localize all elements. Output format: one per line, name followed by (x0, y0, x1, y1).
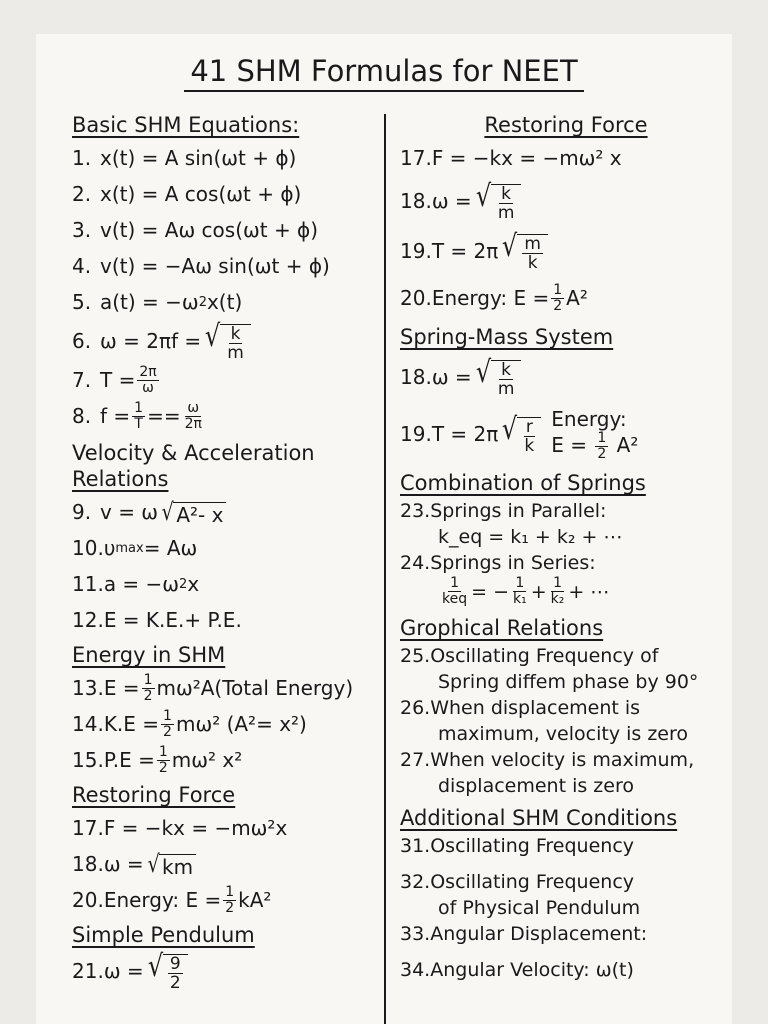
square-root: √ $\frac{k}{m}$ (474, 356, 522, 398)
section-heading-combination-springs: Combination of Springs (400, 471, 646, 495)
formula-13: 13. E = $\frac{1}{2}$ mω²A(Total Energy) (72, 671, 354, 704)
square-root: √ A²- x (160, 498, 226, 527)
energy-note: Energy: E = $\frac{1}{2}$ A² (551, 406, 639, 462)
fraction: $\frac{1}{2}$ (143, 671, 153, 704)
fraction: $\frac{1}{\text{keq}}$ (442, 575, 468, 607)
formula-26: 26.When displacement is maximum, velocity is zero (400, 697, 689, 745)
formula-20-left: 20. Energy: E = $\frac{1}{2}$ kA² (72, 883, 272, 916)
page-title: 41 SHM Formulas for NEET (36, 54, 732, 88)
fraction: $\frac{1}{2}$ (158, 743, 168, 776)
formula-34: 34.Angular Velocity: ω(t) (400, 959, 634, 981)
formula-6: 6. ω = 2πf = √ $\frac{k}{m}$ (72, 320, 372, 362)
formula-20-right: 20. Energy: E = $\frac{1}{2}$ A² (400, 281, 588, 314)
section-heading-spring-mass: Spring-Mass System (400, 325, 614, 349)
formula-19-spring: 19. T = 2π √ $\frac{r}{k}$ Energy: E = $\frac{1}{2}$ A² (400, 406, 639, 462)
square-root: √ $\frac{k}{m}$ (203, 320, 251, 362)
fraction: $\frac{1}{\text{k₁}}$ (513, 575, 527, 607)
fraction: $\frac{1}{T}$ (134, 399, 144, 432)
column-divider (384, 114, 386, 1024)
formula-18-right: 18. ω = √ $\frac{k}{m}$ (400, 176, 722, 226)
right-column (400, 108, 722, 993)
square-root: √ $\frac{k}{m}$ (474, 180, 522, 222)
section-heading-restoring-force-right: Restoring Force (484, 113, 648, 137)
formula-1: 1. x(t) = A sin(ωt + ϕ) (72, 146, 297, 170)
formula-4: 4. v(t) = −Aω sin(ωt + ϕ) (72, 254, 330, 278)
fraction: $\frac{1}{2}$ (553, 281, 563, 314)
section-heading-velocity-acceleration: Velocity & Acceleration Relations (72, 441, 315, 491)
formula-9: 9. v = ω √ A²- x (72, 494, 372, 530)
section-heading-graphical-relations: Grophical Relations (400, 616, 604, 640)
fraction: $\frac{1}{\text{k₂}}$ (550, 575, 565, 607)
section-heading-additional-shm: Additional SHM Conditions (400, 806, 678, 830)
formula-7: 7. T = $\frac{2\pi}{\omega}$ (72, 363, 157, 396)
fraction: $\frac{\omega}{2\pi}$ (184, 399, 202, 432)
formula-17-right: 17. F = −kx = −mω² x (400, 146, 622, 170)
formula-27: 27.When velocity is maximum, displacement is zero (400, 749, 695, 797)
section-heading-simple-pendulum: Simple Pendulum (72, 923, 255, 947)
formula-12: 12. E = K.E.+ P.E. (72, 608, 242, 632)
square-root: √ $\frac{9}{2}$ (146, 950, 188, 992)
formula-21: 21. ω = √ $\frac{9}{2}$ (72, 950, 372, 992)
fraction: $\frac{1}{2}$ (597, 429, 607, 462)
formula-24: 24.Springs in Series: $\frac{1}{\text{keq}}$ = − $\frac{1}{\text{k₁}}$ + $\frac{1}{\text{k₂}}$ + ⋯ (400, 552, 610, 607)
formula-33: 33.Angular Displacement: (400, 923, 648, 945)
formula-10: 10. υ max = Aω (72, 536, 198, 560)
formula-14: 14. K.E = $\frac{1}{2}$ mω² (A²= x²) (72, 707, 307, 740)
section-heading-energy: Energy in SHM (72, 643, 226, 667)
fraction: $\frac{2\pi}{\omega}$ (139, 363, 157, 396)
formula-2: 2. x(t) = A cos(ωt + ϕ) (72, 182, 302, 206)
formula-3: 3. v(t) = Aω cos(ωt + ϕ) (72, 218, 319, 242)
section-heading-restoring-force-left: Restoring Force (72, 783, 236, 807)
formula-19-right: 19. T = 2π √ $\frac{m}{k}$ (400, 226, 722, 276)
formula-17-left: 17. F = −kx = −mω²x (72, 816, 288, 840)
formula-23: 23.Springs in Parallel: k_eq = k₁ + k₂ + ⋯ (400, 500, 623, 548)
square-root: √ $\frac{r}{k}$ (500, 413, 541, 455)
fraction: $\frac{1}{2}$ (163, 707, 172, 740)
formula-11: 11. a = −ω 2 x (72, 572, 200, 596)
formula-18-left: 18. ω = √ km (72, 846, 372, 882)
formula-sheet (36, 34, 732, 1024)
section-heading-basic-shm: Basic SHM Equations: (72, 113, 300, 137)
fraction: $\frac{1}{2}$ (225, 883, 235, 916)
formula-5: 5. a(t) = −ω 2 x(t) (72, 290, 243, 314)
square-root: √ km (146, 850, 196, 879)
formula-8: 8. f = $\frac{1}{T}$ == $\frac{\omega}{2\pi}$ (72, 399, 202, 432)
left-column (72, 108, 372, 992)
square-root: √ $\frac{m}{k}$ (500, 230, 548, 272)
formula-15: 15. P.E = $\frac{1}{2}$ mω² x² (72, 743, 243, 776)
formula-25: 25.Oscillating Frequency of Spring diffem phase by 90° (400, 645, 699, 693)
formula-18-spring: 18. ω = √ $\frac{k}{m}$ (400, 352, 722, 402)
formula-31: 31.Oscillating Frequency (400, 835, 635, 857)
formula-32: 32.Oscillating Frequency of Physical Pendulum (400, 871, 641, 919)
